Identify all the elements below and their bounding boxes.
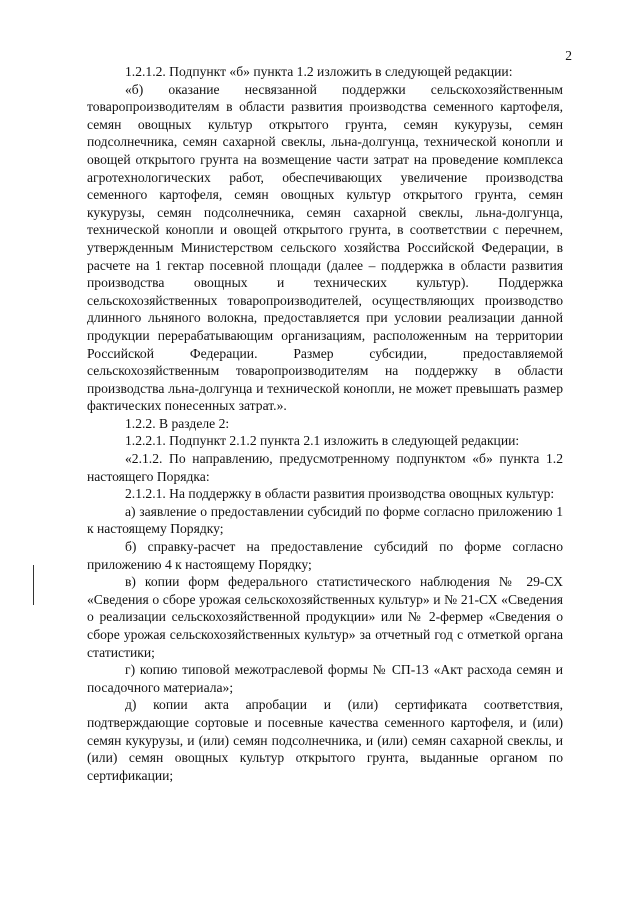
page-number: 2 (565, 48, 572, 63)
paragraph-1-2-2: 1.2.2. В разделе 2: (125, 415, 230, 431)
paragraph-1-2-2-1: 1.2.2.1. Подпункт 2.1.2 пункта 2.1 изложить в следующей редакции: (125, 433, 520, 449)
list-item-d: д) копии акта апробации и (или) сертификата соответствия, подтверждающие сортовые и посевные качества семенного картофеля, и (или) семян кукурузы, и (или) семян подсолнечника, и (или) семян сахарной свеклы, и (или) семян овощных культур открытого грунта, выданные органом по сертификации; (87, 697, 563, 783)
paragraph-subitem-b: «б) оказание несвязанной поддержки сельскохозяйственным товаропроизводителям в области развития производства семенного картофеля, семян овощных культур открытого грунта, семян кукурузы, семян подсолнечника, семян сахарной свеклы, льна-долгунца, технической конопли и овощей открытого грунта на возмещение части затрат на проведение комплекса агротехнологических работ, обеспечивающих увеличение производства семенного картофеля, семян овощных культур открытого грунта, семян кукурузы, семян подсолнечника, семян сахарной свеклы, льна-долгунца, технической конопли и овощей открытого грунта, в соответствии с перечнем, утвержденным Министерством сельского хозяйства Российской Федерации, в расчете на 1 гектар посевной площади (далее – поддержка в области развития производства овощных и технических культур). Поддержка сельскохозяйственных товаропроизводителей, осуществляющих производство длинного льняного волокна, предоставляется при условии реализации данной продукции перерабатывающим организациям, расположенным на территории Российской Федерации. Размер субсидии, предоставляемой сельскохозяйственным товаропроизводителям на поддержку в области производства льна-долгунца и технической конопли, не может превышать размер фактических понесенных затрат.». (87, 81, 563, 414)
list-item-v: в) копии форм федерального статистического наблюдения № 29-СХ «Сведения о сборе урожая сельскохозяйственных культур» и № 21-СХ «Сведения о реализации сельскохозяйственной продукции» или № 2-фермер «Сведения о сборе урожая сельскохозяйственных культур» за отчетный год с отметкой органа статистики; (87, 574, 563, 660)
paragraph-1-2-1-2: 1.2.1.2. Подпункт «б» пункта 1.2 изложить в следующей редакции: (125, 64, 513, 79)
list-item-b: б) справку-расчет на предоставление субсидий по форме согласно приложению 4 к настоящему Порядку; (87, 539, 563, 572)
paragraph-2-1-2: «2.1.2. По направлению, предусмотренному подпунктом «б» пункта 1.2 настоящего Порядка: (87, 451, 563, 484)
document-body (87, 63, 563, 784)
margin-mark (33, 565, 34, 605)
list-item-g: г) копию типовой межотраслевой формы № СП-13 «Акт расхода семян и посадочного материала»; (87, 662, 563, 695)
paragraph-2-1-2-1: 2.1.2.1. На поддержку в области развития производства овощных культур: (125, 486, 555, 502)
list-item-a: а) заявление о предоставлении субсидий по форме согласно приложению 1 к настоящему Порядку; (87, 503, 563, 537)
